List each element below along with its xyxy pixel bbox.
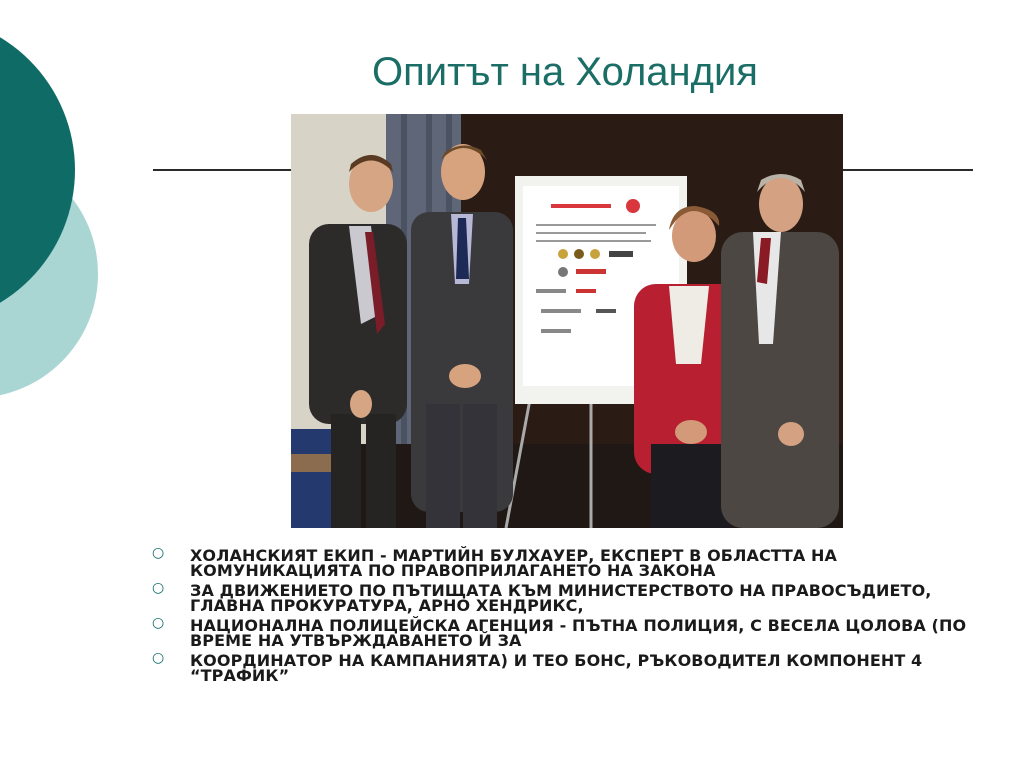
team-photo <box>291 114 843 528</box>
bullet-text: ХОЛАНСКИЯТ ЕКИП - МАРТИЙН БУЛХАУЕР, ЕКСПЕРТ В ОБЛАСТТА НА КОМУНИКАЦИЯТА ПО ПРАВОПРИЛАГАНЕТО НА ЗАКОНА <box>190 546 837 580</box>
bullet-circle-icon: ○ <box>152 580 165 596</box>
bullet-item <box>152 580 972 615</box>
bullet-text: ЗА ДВИЖЕНИЕТО ПО ПЪТИЩАТА КЪМ МИНИСТЕРСТВОТО НА ПРАВОСЪДИЕТО, ГЛАВНА ПРОКУРАТУРА, АРНО ХЕНДРИКС, <box>190 581 932 615</box>
bullet-circle-icon: ○ <box>152 615 165 631</box>
bullet-text: КООРДИНАТОР НА КАМПАНИЯТА) И ТЕО БОНС, РЪКОВОДИТЕЛ КОМПОНЕНТ 4 “ТРАФИК” <box>190 651 923 685</box>
bullet-circle-icon: ○ <box>152 545 165 561</box>
slide-title: Опитът на Холандия <box>372 50 758 94</box>
bullet-text: НАЦИОНАЛНА ПОЛИЦЕЙСКА АГЕНЦИЯ - ПЪТНА ПОЛИЦИЯ, С ВЕСЕЛА ЦОЛОВА (ПО ВРЕМЕ НА УТВЪРЖДАВАНЕТО Й ЗА <box>190 616 967 650</box>
bullet-item <box>152 545 972 580</box>
bullet-list <box>152 545 972 688</box>
bullet-circle-icon: ○ <box>152 650 165 666</box>
bullet-item <box>152 650 972 685</box>
bullet-item <box>152 615 972 650</box>
